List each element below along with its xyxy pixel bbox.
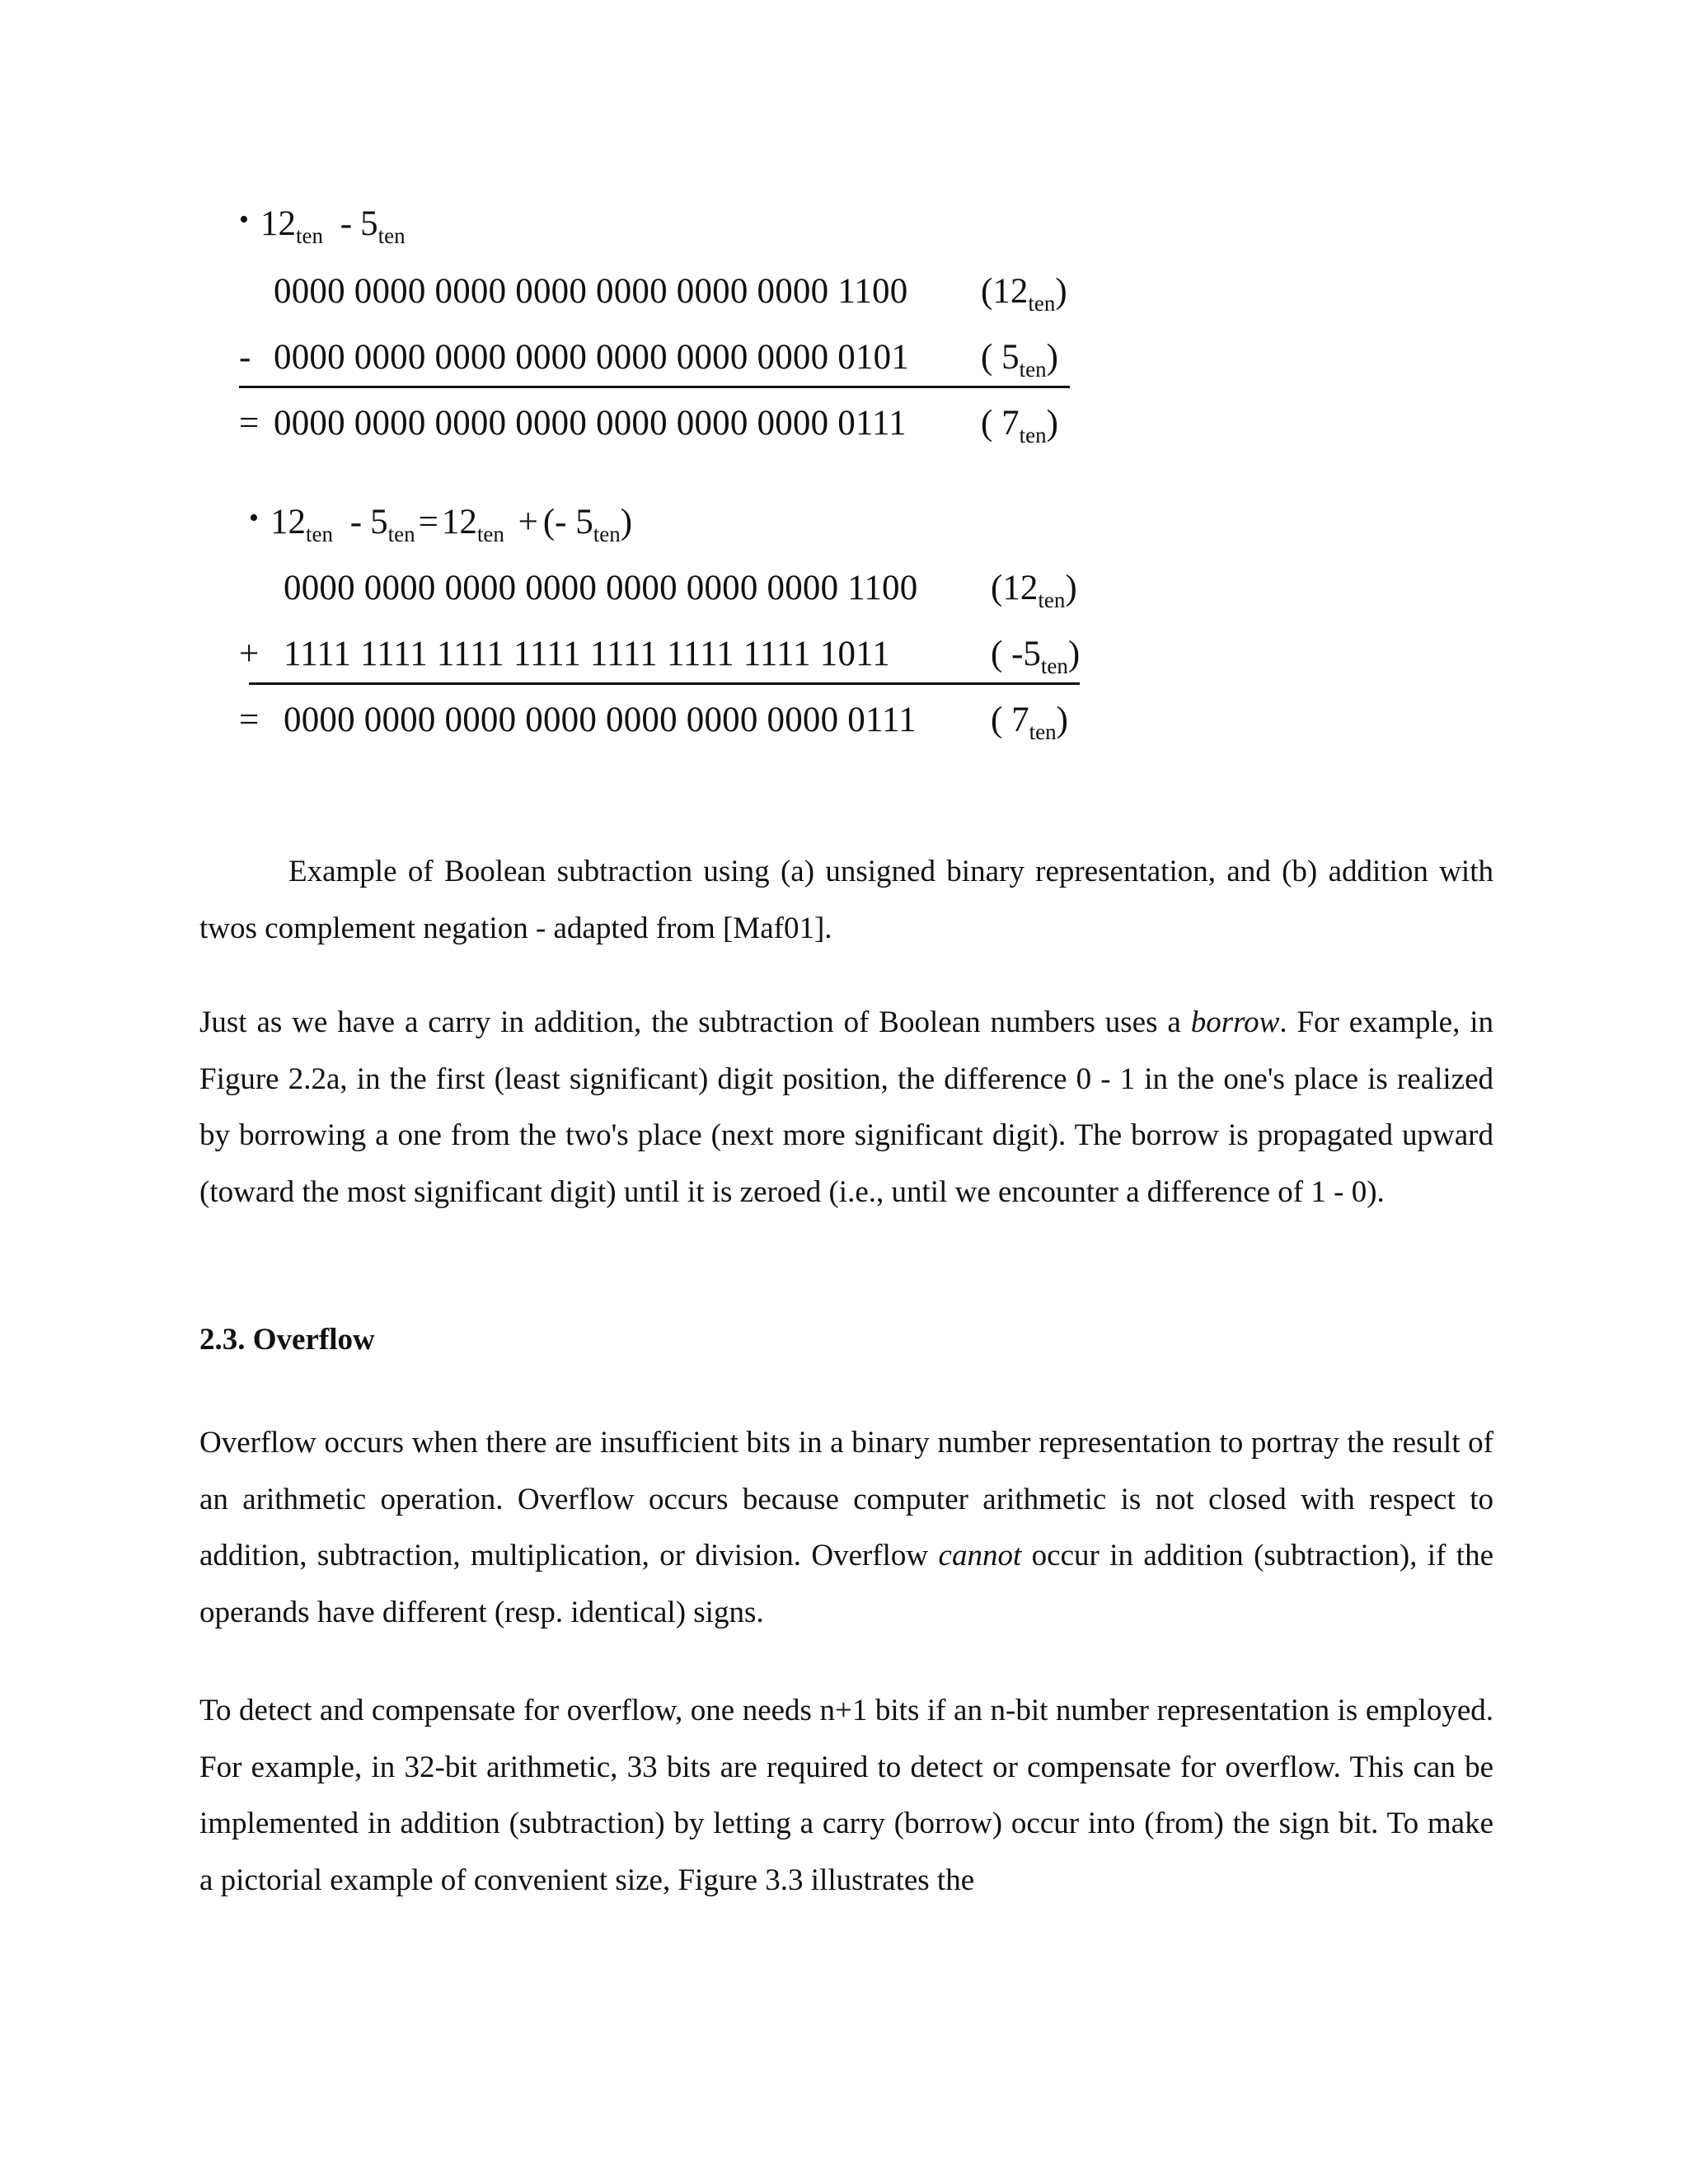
part-a-row-result: = 0000 0000 0000 0000 0000 0000 0000 0111 ( $7_{ten}$) — [239, 404, 1058, 448]
paragraph-overflow-definition: Overflow occurs when there are insufficient bits in a binary number representation to portray the result of an arithmetic operation. Overflow occurs because computer arithmetic is not closed with respect to addition, subtraction, multiplication, or division. Overflow cannot occur in addition (subtraction), if the operands have different (resp. identical) signs. — [199, 1426, 1494, 1629]
bullet: • — [239, 204, 249, 235]
part-b-row-addend: + 1111 1111 1111 1111 1111 1111 1111 1011 ( $-5_{ten}$) — [239, 635, 1081, 678]
part-b-row-minuend: 0000 0000 0000 0000 0000 0000 0000 1100 $(12_{ten})$ — [284, 569, 1077, 612]
part-a-sum-rule — [239, 386, 1070, 388]
section-heading: 2.3. Overflow — [199, 1323, 375, 1357]
paragraph-overflow-detection: To detect and compensate for overflow, one needs n+1 bits if an n-bit number representation is employed. For example, in 32-bit arithmetic, 33 bits are required to detect or compensate for overflow. This can be implemented in addition (subtraction) by letting a carry (borrow) occur into (from) the sign bit. To make a pictorial example of convenient size, Figure 3.3 illustrates the — [199, 1694, 1493, 1897]
part-b-row-result: = 0000 0000 0000 0000 0000 0000 0000 0111 ( $7_{ten}$) — [239, 701, 1068, 744]
figure-caption: Example of Boolean subtraction using (a) unsigned binary representation, and (b) addition with twos complement negation - adapted from [Maf01]. — [199, 855, 1493, 945]
bullet: • — [249, 503, 259, 533]
part-a-header: • $12_{ten} - 5_{ten}$ — [239, 204, 406, 248]
paragraph-borrow: Just as we have a carry in addition, the subtraction of Boolean numbers uses a borrow. For example, in Figure 2.2a, in the first (least significant) digit position, the difference 0 - 1 in the one's place is realized by borrowing a one from the two's place (next more significant digit). The borrow is propagated upward (toward the most significant digit) until it is zeroed (i.e., until we encounter a difference of 1 - 0). — [199, 1005, 1493, 1209]
part-a-row-subtrahend: - 0000 0000 0000 0000 0000 0000 0000 0101 ( $5_{ten}$) — [239, 338, 1058, 382]
part-b-sum-rule — [249, 682, 1080, 685]
part-a-row-minuend: 0000 0000 0000 0000 0000 0000 0000 1100 $(12_{ten})$ — [274, 272, 1067, 316]
part-b-header: • $12_{ten} - 5_{ten}=12_{ten}$ + (- $5_{ten}$) — [249, 503, 633, 546]
